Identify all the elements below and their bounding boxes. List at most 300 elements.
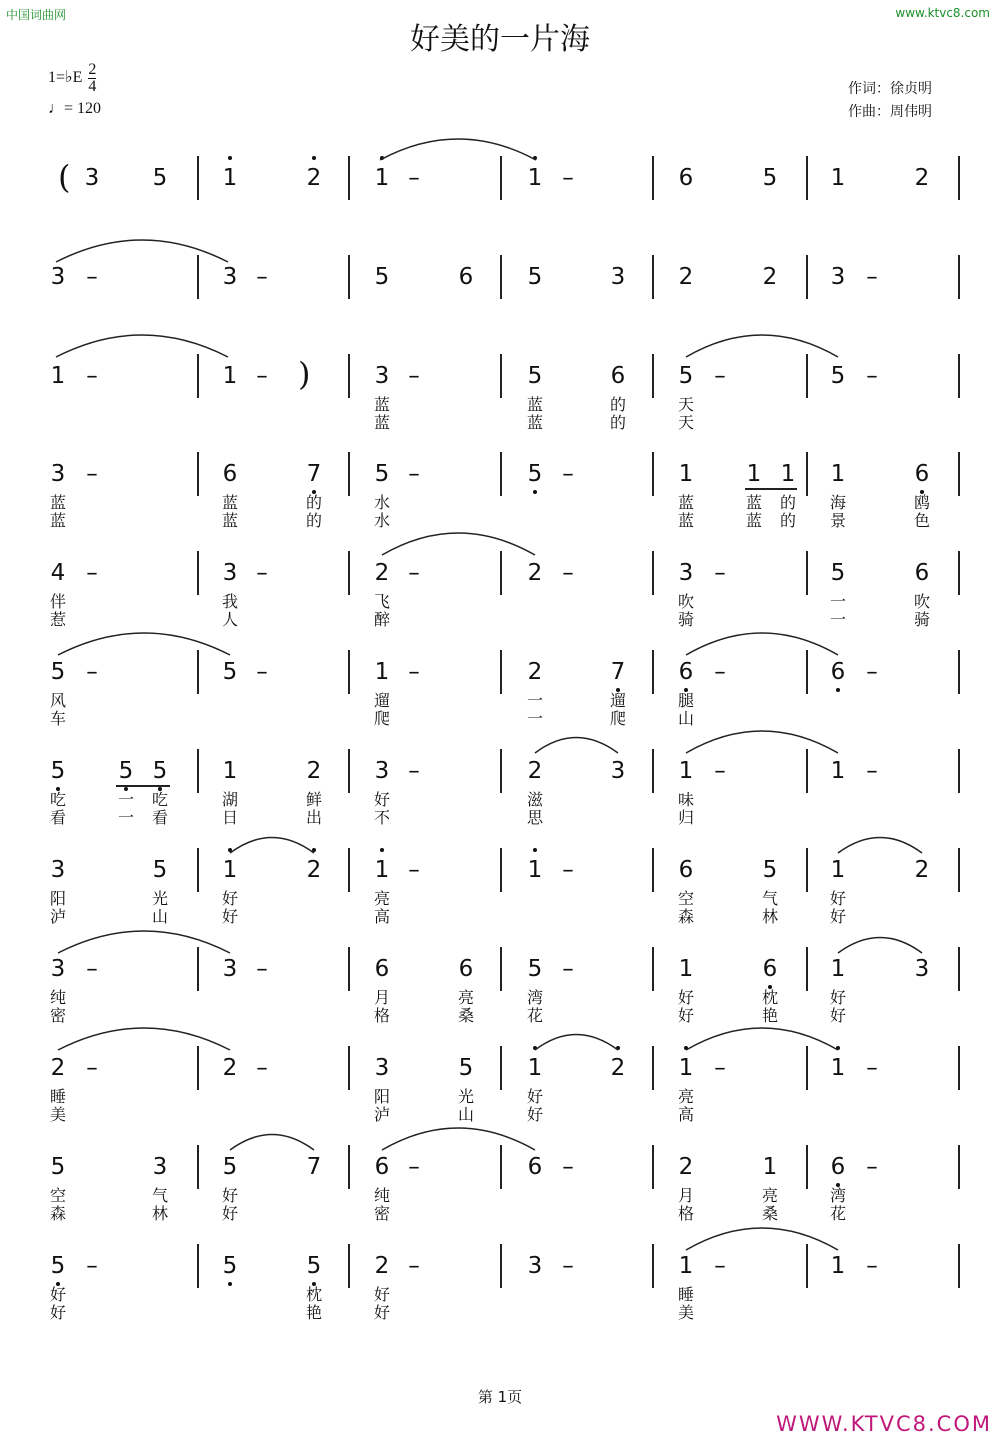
- lyric-verse-2: 色: [913, 511, 930, 530]
- note: 6: [678, 659, 694, 685]
- lyric-verse-2: 不: [373, 808, 390, 827]
- note: 1: [678, 461, 694, 487]
- lyric-verse-1: 好: [677, 988, 694, 1007]
- note: 5: [50, 758, 66, 784]
- note: 1: [50, 363, 66, 389]
- slur: [686, 1028, 838, 1050]
- lyric-verse-1: 我: [221, 592, 238, 611]
- page-number: 第 1页: [477, 1388, 523, 1406]
- sustain-dash: –: [86, 1253, 98, 1279]
- lyric-verse-2: 林: [761, 907, 778, 926]
- lyric-verse-2: 好: [221, 1204, 238, 1223]
- sustain-dash: –: [408, 363, 420, 389]
- slur: [686, 731, 838, 753]
- slur: [382, 1128, 535, 1150]
- note: 5: [762, 165, 778, 191]
- sustain-dash: –: [866, 363, 878, 389]
- lyric-verse-2: 好: [221, 907, 238, 926]
- note: 1: [746, 461, 762, 487]
- note: 3: [678, 560, 694, 586]
- sustain-dash: –: [866, 1055, 878, 1081]
- note: 6: [914, 461, 930, 487]
- sustain-dash: –: [256, 264, 268, 290]
- lyric-verse-1: 好: [829, 889, 846, 908]
- lyric-verse-1: 蓝: [373, 395, 390, 414]
- note: 1: [222, 165, 238, 191]
- lyric-verse-1: 水: [373, 493, 390, 512]
- slur: [58, 633, 230, 655]
- lyric-verse-1: 纯: [373, 1186, 390, 1205]
- lyric-verse-2: 山: [151, 907, 168, 926]
- lyric-verse-2: 思: [526, 808, 543, 827]
- lyric-verse-1: 蓝: [49, 493, 66, 512]
- sustain-dash: –: [86, 461, 98, 487]
- lyric-verse-2: 好: [49, 1303, 66, 1322]
- lyric-verse-1: 好: [373, 1285, 390, 1304]
- note: 3: [50, 264, 66, 290]
- lyric-verse-1: 亮: [761, 1186, 778, 1205]
- site-watermark-right: www.ktvc8.com: [895, 6, 990, 20]
- lyric-verse-2: 山: [677, 709, 694, 728]
- lyric-verse-2: 艳: [761, 1006, 778, 1025]
- tempo-mark: ♩= 120: [48, 100, 102, 117]
- sustain-dash: –: [562, 1253, 574, 1279]
- note: 5: [152, 857, 168, 883]
- lyric-verse-2: 看: [151, 808, 168, 827]
- sustain-dash: –: [256, 659, 268, 685]
- note: 1: [678, 758, 694, 784]
- lyric-verse-1: 的: [609, 395, 626, 414]
- slur: [535, 1035, 618, 1051]
- sustain-dash: –: [866, 1253, 878, 1279]
- note: 3: [914, 956, 930, 982]
- lyric-verse-2: 好: [829, 1006, 846, 1025]
- lyric-verse-2: 骑: [913, 610, 930, 629]
- lyric-verse-1: 的: [305, 493, 322, 512]
- lyric-verse-1: 空: [677, 889, 694, 908]
- lyric-verse-1: 气: [761, 889, 778, 908]
- note: 6: [830, 659, 846, 685]
- sustain-dash: –: [714, 560, 726, 586]
- note: 3: [610, 264, 626, 290]
- lyric-verse-2: 车: [49, 709, 66, 728]
- note: 6: [222, 461, 238, 487]
- sustain-dash: –: [256, 363, 268, 389]
- lyric-verse-2: 艳: [305, 1303, 322, 1322]
- lyric-verse-1: 睡: [49, 1087, 66, 1106]
- note: 1: [678, 1055, 694, 1081]
- note: 3: [374, 363, 390, 389]
- note: 1: [222, 363, 238, 389]
- slur: [382, 533, 535, 555]
- note: 5: [527, 363, 543, 389]
- sustain-dash: –: [408, 1253, 420, 1279]
- note: 3: [610, 758, 626, 784]
- lyric-verse-1: 阳: [373, 1087, 390, 1106]
- lyric-verse-1: 光: [151, 889, 168, 908]
- lyric-verse-2: 爬: [609, 709, 626, 728]
- time-bottom: 4: [88, 78, 97, 95]
- sustain-dash: –: [866, 758, 878, 784]
- lyric-verse-2: 蓝: [526, 413, 543, 432]
- note: 2: [527, 758, 543, 784]
- note: 5: [830, 560, 846, 586]
- note: 1: [830, 857, 846, 883]
- lyric-verse-1: 气: [151, 1186, 168, 1205]
- sustain-dash: –: [408, 165, 420, 191]
- lyric-verse-1: 好: [49, 1285, 66, 1304]
- lyric-verse-2: 日: [221, 808, 238, 827]
- lyric-verse-2: 密: [373, 1204, 390, 1223]
- sustain-dash: –: [86, 1055, 98, 1081]
- note: 2: [610, 1055, 626, 1081]
- note: 6: [458, 956, 474, 982]
- slur: [230, 838, 314, 854]
- note: 1: [780, 461, 796, 487]
- note: 5: [152, 165, 168, 191]
- lyric-verse-1: 蓝: [677, 493, 694, 512]
- note: 6: [830, 1154, 846, 1180]
- lyric-verse-2: 蓝: [49, 511, 66, 530]
- sustain-dash: –: [256, 560, 268, 586]
- lyric-verse-2: 惹: [49, 610, 66, 629]
- lyric-verse-1: 一: [526, 691, 543, 710]
- slur: [56, 335, 228, 357]
- lyric-verse-1: 吃: [151, 790, 168, 809]
- lyric-verse-1: 睡: [677, 1285, 694, 1304]
- lyric-verse-1: 滋: [526, 790, 543, 809]
- note: 2: [374, 560, 390, 586]
- note: 2: [527, 560, 543, 586]
- note: 3: [84, 165, 100, 191]
- sustain-dash: –: [562, 461, 574, 487]
- note: 5: [374, 461, 390, 487]
- note: 1: [830, 461, 846, 487]
- lyric-verse-2: 森: [677, 907, 694, 926]
- note: 2: [306, 758, 322, 784]
- note: 6: [678, 165, 694, 191]
- note: 3: [374, 758, 390, 784]
- lyric-verse-2: 天: [677, 413, 694, 432]
- lyric-verse-2: 一: [117, 808, 134, 827]
- lyric-verse-2: 好: [677, 1006, 694, 1025]
- lyric-verse-1: 鲜: [305, 790, 322, 809]
- sustain-dash: –: [408, 461, 420, 487]
- sustain-dash: –: [86, 363, 98, 389]
- lyric-verse-2: 格: [373, 1006, 390, 1025]
- lyric-verse-1: 月: [373, 988, 390, 1007]
- note: 1: [762, 1154, 778, 1180]
- lyric-verse-1: 吹: [913, 592, 930, 611]
- slur: [686, 335, 838, 357]
- note: 3: [50, 461, 66, 487]
- note: 3: [50, 956, 66, 982]
- note: 7: [306, 461, 322, 487]
- lyric-verse-2: 景: [829, 511, 846, 530]
- lyric-verse-2: 的: [609, 413, 626, 432]
- note: 6: [458, 264, 474, 290]
- sustain-dash: –: [256, 1055, 268, 1081]
- lyric-verse-1: 吹: [677, 592, 694, 611]
- lyric-verse-1: 蓝: [745, 493, 762, 512]
- lyric-verse-2: 一: [526, 709, 543, 728]
- lyric-verse-2: 美: [49, 1105, 66, 1124]
- note: 5: [222, 1253, 238, 1279]
- note: 6: [527, 1154, 543, 1180]
- lyric-verse-2: 密: [49, 1006, 66, 1025]
- lyric-verse-1: 湖: [221, 790, 238, 809]
- lyric-verse-1: 腿: [677, 691, 694, 710]
- note: 2: [306, 857, 322, 883]
- slur: [838, 938, 922, 954]
- note: 2: [678, 264, 694, 290]
- note: 1: [527, 1055, 543, 1081]
- sustain-dash: –: [86, 264, 98, 290]
- lyric-verse-2: 好: [373, 1303, 390, 1322]
- sustain-dash: –: [408, 659, 420, 685]
- lyric-verse-2: 泸: [373, 1105, 390, 1124]
- lyric-verse-2: 爬: [373, 709, 390, 728]
- lyric-verse-1: 遛: [373, 691, 390, 710]
- lyric-verse-2: 桑: [457, 1006, 474, 1025]
- lyric-verse-2: 骑: [677, 610, 694, 629]
- note: 1: [830, 956, 846, 982]
- lyric-verse-2: 高: [373, 907, 390, 926]
- note: 2: [222, 1055, 238, 1081]
- lyric-verse-2: 花: [829, 1204, 846, 1223]
- lyric-verse-1: 蓝: [221, 493, 238, 512]
- lyric-verse-1: 好: [221, 1186, 238, 1205]
- note: 2: [306, 165, 322, 191]
- lyric-verse-1: 阳: [49, 889, 66, 908]
- note: 5: [527, 461, 543, 487]
- song-title: 好美的一片海: [410, 22, 590, 57]
- note: 5: [118, 758, 134, 784]
- note: 5: [222, 1154, 238, 1180]
- lyric-verse-1: 一: [117, 790, 134, 809]
- note: 5: [458, 1055, 474, 1081]
- sustain-dash: –: [866, 659, 878, 685]
- site-watermark-bottom: WWW.KTVC8.COM: [776, 1412, 992, 1436]
- sustain-dash: –: [86, 659, 98, 685]
- sustain-dash: –: [562, 956, 574, 982]
- lyric-verse-1: 好: [526, 1087, 543, 1106]
- note: 5: [152, 758, 168, 784]
- sustain-dash: –: [408, 857, 420, 883]
- note: 2: [50, 1055, 66, 1081]
- sustain-dash: –: [714, 659, 726, 685]
- lyric-verse-2: 的: [305, 511, 322, 530]
- lyric-verse-2: 醉: [373, 610, 390, 629]
- lyric-verse-1: 月: [677, 1186, 694, 1205]
- note: 6: [762, 956, 778, 982]
- lyric-verse-2: 美: [677, 1303, 694, 1322]
- slur: [686, 1228, 838, 1250]
- slur: [535, 738, 618, 754]
- lyric-verse-1: 好: [829, 988, 846, 1007]
- note: 1: [678, 1253, 694, 1279]
- slur: [58, 1028, 230, 1050]
- note: 2: [914, 165, 930, 191]
- lyric-verse-2: 山: [457, 1105, 474, 1124]
- lyric-verse-1: 味: [677, 790, 694, 809]
- note: 5: [374, 264, 390, 290]
- note: 2: [762, 264, 778, 290]
- lyric-verse-1: 天: [677, 395, 694, 414]
- lyric-verse-1: 空: [49, 1186, 66, 1205]
- note: 5: [762, 857, 778, 883]
- note: 5: [222, 659, 238, 685]
- note: 6: [610, 363, 626, 389]
- lyric-verse-2: 森: [49, 1204, 66, 1223]
- note: 1: [222, 758, 238, 784]
- lyric-verse-2: 林: [151, 1204, 168, 1223]
- slur: [58, 931, 230, 953]
- note: 7: [306, 1154, 322, 1180]
- slur: [686, 633, 838, 655]
- lyric-verse-1: 亮: [457, 988, 474, 1007]
- note: 6: [914, 560, 930, 586]
- note: 5: [50, 659, 66, 685]
- sustain-dash: –: [714, 1253, 726, 1279]
- lyric-verse-1: 亮: [677, 1087, 694, 1106]
- note: 1: [374, 659, 390, 685]
- lyric-verse-2: 蓝: [677, 511, 694, 530]
- sustain-dash: –: [562, 165, 574, 191]
- lyric-verse-2: 蓝: [373, 413, 390, 432]
- note: 3: [374, 1055, 390, 1081]
- lyric-verse-1: 光: [457, 1087, 474, 1106]
- lyric-verse-2: 蓝: [745, 511, 762, 530]
- note: 5: [306, 1253, 322, 1279]
- sustain-dash: –: [866, 264, 878, 290]
- note: 3: [527, 1253, 543, 1279]
- sustain-dash: –: [562, 1154, 574, 1180]
- lyric-verse-1: 飞: [373, 592, 390, 611]
- sustain-dash: –: [256, 956, 268, 982]
- lyric-verse-2: 泸: [49, 907, 66, 926]
- lyric-verse-1: 一: [829, 592, 846, 611]
- sustain-dash: –: [408, 560, 420, 586]
- lyric-verse-1: 遛: [609, 691, 626, 710]
- note: 7: [610, 659, 626, 685]
- sustain-dash: –: [86, 560, 98, 586]
- note: 1: [222, 857, 238, 883]
- sustain-dash: –: [562, 560, 574, 586]
- lyric-verse-2: 好: [526, 1105, 543, 1124]
- lyric-verse-2: 看: [49, 808, 66, 827]
- note: 1: [678, 956, 694, 982]
- slur: [56, 240, 228, 262]
- note: 5: [50, 1154, 66, 1180]
- slur: [838, 838, 922, 854]
- note: 5: [527, 956, 543, 982]
- lyric-verse-2: 格: [677, 1204, 694, 1223]
- note: 1: [830, 1253, 846, 1279]
- note: 3: [222, 956, 238, 982]
- lyric-verse-1: 伴: [49, 592, 66, 611]
- lyric-verse-2: 水: [373, 511, 390, 530]
- lyric-verse-1: 纯: [49, 988, 66, 1007]
- lyric-verse-2: 花: [526, 1006, 543, 1025]
- lyric-verse-1: 亮: [373, 889, 390, 908]
- time-top: 2: [88, 61, 97, 78]
- note: 6: [678, 857, 694, 883]
- lyric-verse-2: 高: [677, 1105, 694, 1124]
- note: 3: [222, 560, 238, 586]
- lyric-verse-2: 归: [677, 808, 694, 827]
- note: 1: [830, 758, 846, 784]
- lyric-verse-1: 吃: [49, 790, 66, 809]
- sustain-dash: –: [408, 1154, 420, 1180]
- note: 5: [830, 363, 846, 389]
- note: 5: [527, 264, 543, 290]
- slur: [380, 139, 536, 160]
- lyric-verse-2: 出: [305, 808, 322, 827]
- note: 3: [152, 1154, 168, 1180]
- lyric-verse-2: 好: [829, 907, 846, 926]
- sustain-dash: –: [714, 363, 726, 389]
- note: 6: [374, 956, 390, 982]
- sustain-dash: –: [86, 956, 98, 982]
- sustain-dash: –: [866, 1154, 878, 1180]
- note: 2: [374, 1253, 390, 1279]
- note: 2: [914, 857, 930, 883]
- note: 1: [374, 857, 390, 883]
- lyric-verse-2: 人: [221, 610, 238, 629]
- lyric-verse-1: 湾: [526, 988, 543, 1007]
- sustain-dash: –: [562, 857, 574, 883]
- sustain-dash: –: [408, 758, 420, 784]
- note: 1: [830, 165, 846, 191]
- lyric-verse-1: 蓝: [526, 395, 543, 414]
- intro-open-paren: (: [58, 158, 71, 196]
- lyric-verse-1: 风: [49, 691, 66, 710]
- intro-close-paren: ): [298, 355, 311, 393]
- lyric-verse-2: 一: [829, 610, 846, 629]
- sustain-dash: –: [714, 758, 726, 784]
- note: 5: [678, 363, 694, 389]
- lyric-verse-2: 的: [779, 511, 796, 530]
- lyric-verse-2: 桑: [761, 1204, 778, 1223]
- note: 5: [50, 1253, 66, 1279]
- key-label: 1=♭E: [48, 69, 83, 87]
- note: 1: [374, 165, 390, 191]
- composer-credit: 作曲：周伟明: [848, 104, 932, 120]
- note: 3: [830, 264, 846, 290]
- lyric-verse-1: 湾: [829, 1186, 846, 1205]
- note: 1: [527, 857, 543, 883]
- note: 2: [527, 659, 543, 685]
- sustain-dash: –: [714, 1055, 726, 1081]
- lyric-verse-2: 蓝: [221, 511, 238, 530]
- site-watermark-left: 中国词曲网: [6, 8, 67, 22]
- note: 1: [830, 1055, 846, 1081]
- note: 3: [222, 264, 238, 290]
- lyric-verse-1: 枕: [761, 988, 778, 1007]
- lyricist-credit: 作词：徐贞明: [848, 81, 932, 97]
- lyric-verse-1: 好: [373, 790, 390, 809]
- lyric-verse-1: 鸥: [913, 493, 930, 512]
- note: 3: [50, 857, 66, 883]
- lyric-verse-1: 枕: [305, 1285, 322, 1304]
- lyric-verse-1: 的: [779, 493, 796, 512]
- note: 2: [678, 1154, 694, 1180]
- note: 4: [50, 560, 66, 586]
- note: 6: [374, 1154, 390, 1180]
- note: 1: [527, 165, 543, 191]
- lyric-verse-1: 好: [221, 889, 238, 908]
